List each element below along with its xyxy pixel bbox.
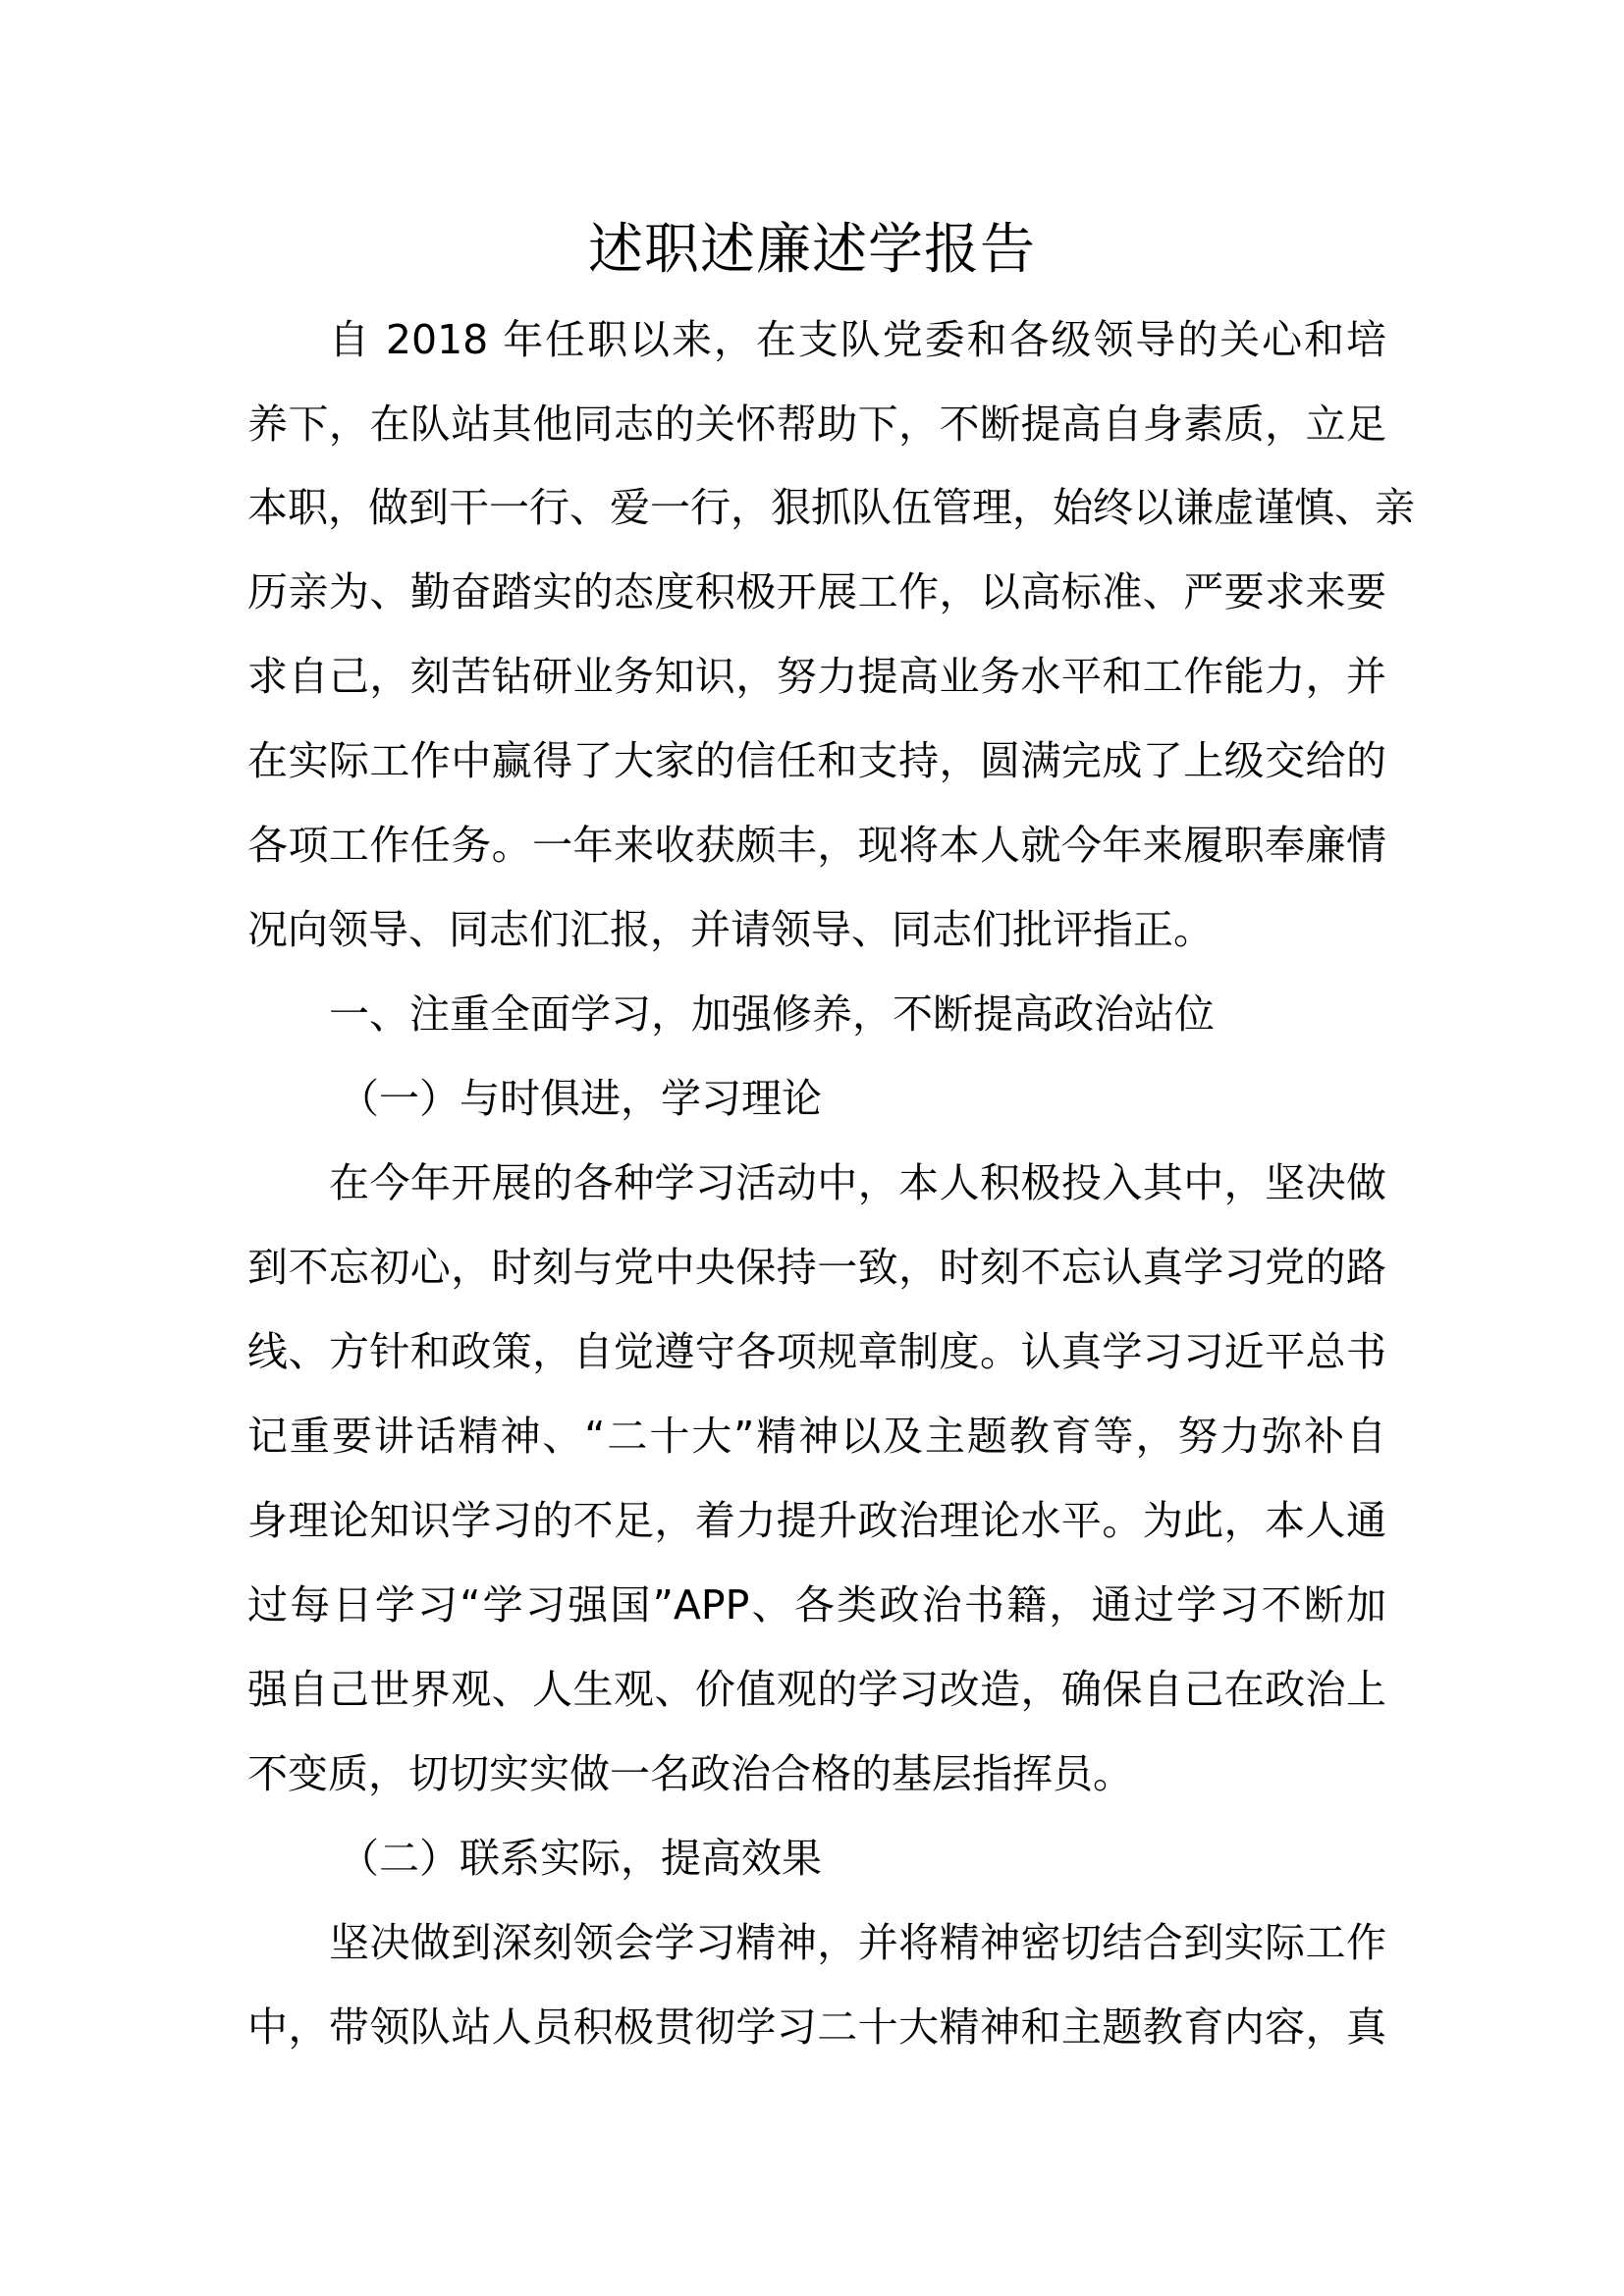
- paragraph-line: 各项工作任务。一年来收获颇丰，现将本人就今年来履职奉廉情: [247, 822, 1386, 869]
- paragraph-line: 不变质，切切实实做一名政治合格的基层指挥员。: [247, 1750, 1133, 1797]
- subsection-heading: （二）联系实际，提高效果: [339, 1835, 822, 1882]
- section-heading: 一、注重全面学习，加强修养，不断提高政治站位: [329, 990, 1215, 1038]
- paragraph-line: 记重要讲话精神、“二十大”精神以及主题教育等，努力弥补自: [247, 1413, 1386, 1460]
- paragraph-line: 过每日学习“学习强国”APP、各类政治书籍，通过学习不断加: [247, 1581, 1386, 1629]
- paragraph-line: 自 2018 年任职以来，在支队党委和各级领导的关心和培: [329, 316, 1386, 363]
- paragraph-line: 到不忘初心，时刻与党中央保持一致，时刻不忘认真学习党的路: [247, 1244, 1386, 1291]
- paragraph-line: 强自己世界观、人生观、价值观的学习改造，确保自己在政治上: [247, 1666, 1386, 1713]
- paragraph-line: 况向领导、同志们汇报，并请领导、同志们批评指正。: [247, 906, 1214, 953]
- paragraph-line: 坚决做到深刻领会学习精神，并将精神密切结合到实际工作: [329, 1919, 1386, 1966]
- subsection-heading: （一）与时俱进，学习理论: [339, 1075, 822, 1122]
- paragraph-line: 在今年开展的各种学习活动中，本人积极投入其中，坚决做: [329, 1159, 1386, 1206]
- paragraph-line: 历亲为、勤奋踏实的态度积极开展工作，以高标准、严要求来要: [247, 568, 1386, 615]
- paragraph-line: 中，带领队站人员积极贯彻学习二十大精神和主题教育内容，真: [247, 2003, 1386, 2051]
- paragraph-line: 在实际工作中赢得了大家的信任和支持，圆满完成了上级交给的: [247, 737, 1386, 784]
- paragraph-line: 线、方针和政策，自觉遵守各项规章制度。认真学习习近平总书: [247, 1328, 1386, 1375]
- paragraph-line: 求自己，刻苦钻研业务知识，努力提高业务水平和工作能力，并: [247, 653, 1386, 700]
- paragraph-line: 本职，做到干一行、爱一行，狠抓队伍管理，始终以谦虚谨慎、亲: [247, 484, 1415, 531]
- document-title: 述职述廉述学报告: [588, 218, 1036, 282]
- paragraph-line: 身理论知识学习的不足，着力提升政治理论水平。为此，本人通: [247, 1497, 1386, 1544]
- paragraph-line: 养下，在队站其他同志的关怀帮助下，不断提高自身素质，立足: [247, 400, 1386, 448]
